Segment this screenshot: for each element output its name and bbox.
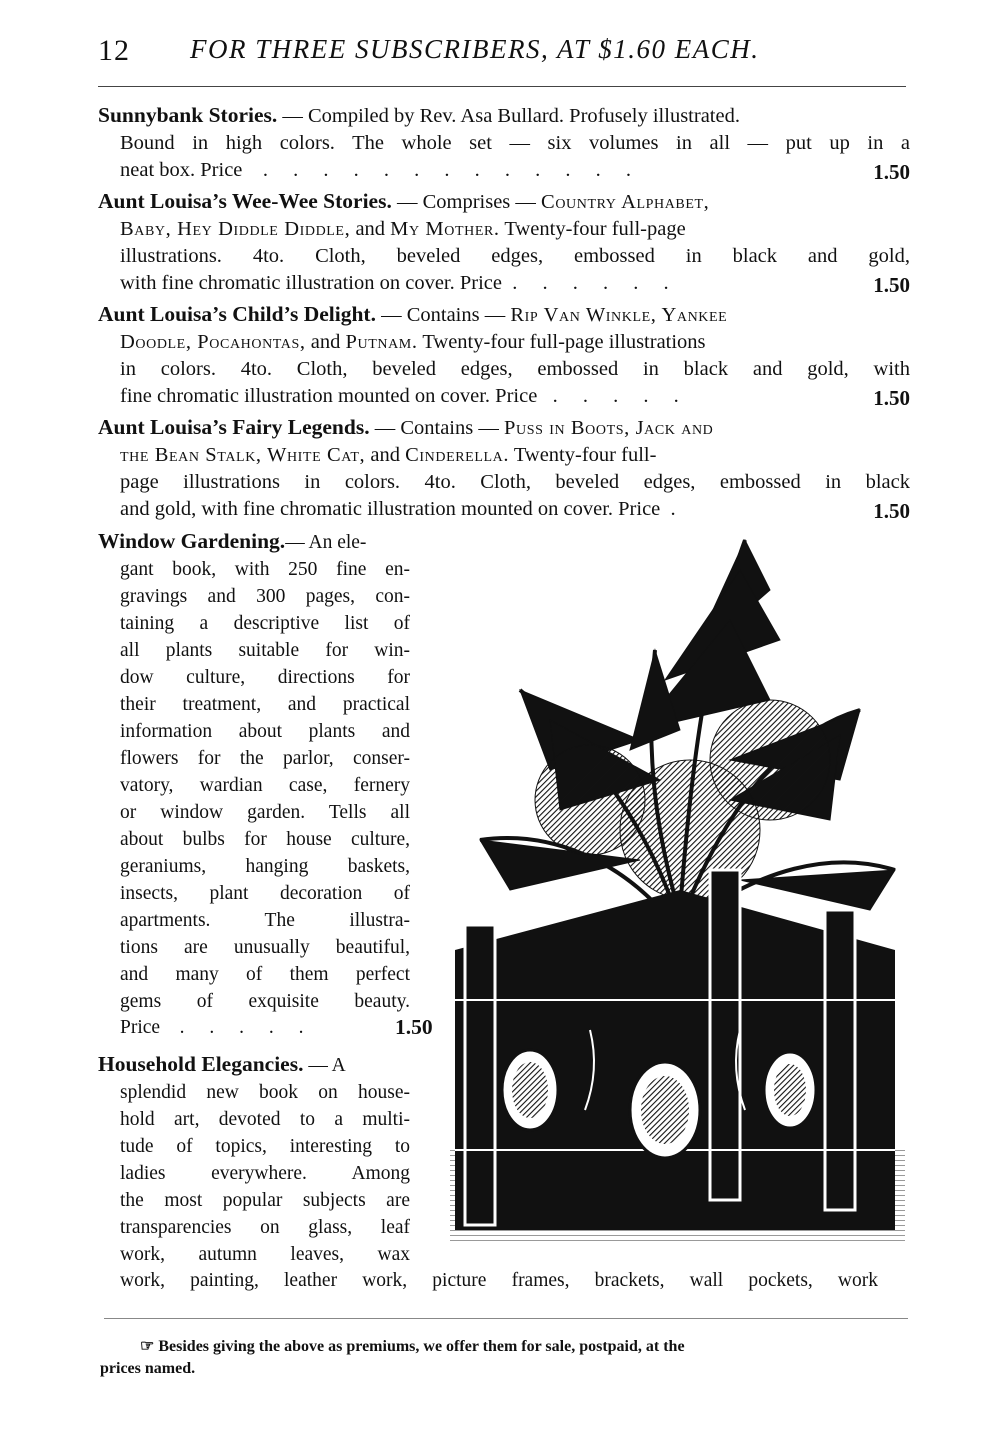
entry-text: — Comprises —: [391, 191, 542, 213]
entry-text: splendid new book on house-: [120, 1082, 410, 1103]
entry-text: Bound in high colors. The whole set — six volumes in all — put up in a: [120, 132, 910, 154]
entry-title: Aunt Louisa’s Child’s Delight.: [98, 302, 376, 326]
entry-text: hold art, devoted to a multi-: [120, 1109, 410, 1130]
entry-contents: Putnam.: [345, 331, 418, 353]
entry-text: the most popular subjects are: [120, 1190, 410, 1211]
entry-price: 1.50: [873, 499, 910, 523]
leader-dots: . . . . .: [179, 1017, 314, 1038]
entry-price: 1.50: [873, 160, 910, 184]
entry-contents: Baby, Hey Diddle Diddle,: [120, 218, 351, 240]
entry-contents: Cinderella.: [405, 444, 510, 466]
entry-text: geraniums, hanging baskets,: [120, 856, 410, 877]
leader-dots: . . . . . . . . . . . . .: [262, 159, 642, 181]
entry-text: about bulbs for house culture,: [120, 829, 410, 850]
entry-title: Household Elegancies.: [98, 1052, 304, 1076]
entry-price: 1.50: [873, 273, 910, 297]
leader-dots: . . . . . .: [512, 272, 679, 294]
entry-price: 1.50: [873, 386, 910, 410]
entry-text: Twenty-four full-: [509, 444, 657, 466]
entry-contents: Puss in Boots, Jack and: [503, 417, 714, 439]
household-last-line: [120, 1267, 878, 1294]
entry-text: fine chromatic illustration mounted on cover. Price: [120, 385, 538, 407]
entry-text: page illustrations in colors. 4to. Cloth, beveled edges, embossed in black: [120, 471, 910, 493]
entry-childs-delight: [98, 301, 910, 410]
entry-text: flowers for the parlor, conser-: [120, 748, 410, 769]
entry-text: tude of topics, interesting to: [120, 1136, 410, 1157]
footnote: [100, 1336, 916, 1380]
entry-text: ladies everywhere. Among: [120, 1163, 410, 1184]
entry-text: — A: [303, 1055, 346, 1076]
entry-contents: Rip Van Winkle, Yankee: [510, 304, 728, 326]
entry-household-elegancies: [98, 1051, 410, 1268]
entry-text: and: [305, 331, 346, 353]
leader-dots: . . . . .: [552, 385, 689, 407]
entry-text: — Compiled by Rev. Asa Bullard. Profusely illustrated.: [277, 105, 740, 127]
entry-text: gravings and 300 pages, con-: [120, 586, 410, 607]
entry-text: or window garden. Tells all: [120, 802, 410, 823]
entry-text: and many of them perfect: [120, 964, 410, 985]
header-rule: [98, 86, 906, 87]
entry-sunnybank-stories: [98, 102, 910, 184]
entry-text: and: [350, 218, 391, 240]
entry-title: Sunnybank Stories.: [98, 103, 278, 127]
entry-contents: the Bean Stalk, White Cat,: [120, 444, 366, 466]
window-gardening-price-line: [120, 1014, 440, 1041]
running-head: FOR THREE SUBSCRIBERS, AT $1.60 EACH.: [190, 34, 760, 64]
entry-price: 1.50: [395, 1015, 433, 1039]
entry-contents: My Mother.: [390, 218, 500, 240]
entry-text: gems of exquisite beauty.: [120, 991, 410, 1012]
page-header: [98, 30, 908, 74]
entry-text: neat box. Price: [120, 159, 243, 181]
palm-engraving: [440, 530, 910, 1265]
entry-title: Aunt Louisa’s Wee-Wee Stories.: [98, 189, 392, 213]
entry-window-gardening: [98, 528, 410, 1015]
footnote-text: prices named.: [100, 1360, 196, 1377]
entry-text: their treatment, and practical: [120, 694, 410, 715]
entry-text: transparencies on glass, leaf: [120, 1217, 410, 1238]
entry-text: — Contains —: [369, 417, 504, 439]
entry-text: work, autumn leaves, wax: [120, 1244, 410, 1265]
entry-text: with fine chromatic illustration on cover. Price: [120, 272, 502, 294]
entry-text: — An ele-: [285, 532, 367, 553]
footer-rule: [104, 1318, 908, 1319]
price-label: Price: [120, 1017, 161, 1038]
entry-text: vatory, wardian case, fernery: [120, 775, 410, 796]
entry-text: Twenty-four full-page: [499, 218, 686, 240]
entry-title: Window Gardening.: [98, 529, 286, 553]
page-number: 12: [98, 34, 130, 67]
entry-text: insects, plant decoration of: [120, 883, 410, 904]
pointing-hand-icon: ☞: [140, 1338, 155, 1355]
entry-text: all plants suitable for win-: [120, 640, 410, 661]
ornate-stand: [455, 870, 895, 1230]
footnote-text: Besides giving the above as premiums, we offer them for sale, postpaid, at the: [158, 1338, 685, 1355]
entry-text: work, painting, leather work, picture frames, brackets, wall pockets, work: [120, 1270, 878, 1291]
entry-text: — Contains —: [375, 304, 511, 326]
entry-title: Aunt Louisa’s Fairy Legends.: [98, 415, 370, 439]
entry-text: illustrations. 4to. Cloth, beveled edges, embossed in black and gold,: [120, 245, 910, 267]
palm-fronds: [480, 540, 895, 920]
leader-dots: .: [670, 498, 686, 520]
entry-text: and gold, with fine chromatic illustration mounted on cover. Price: [120, 498, 661, 520]
entry-text: apartments. The illustra-: [120, 910, 410, 931]
entry-text: dow culture, directions for: [120, 667, 410, 688]
entry-text: information about plants and: [120, 721, 410, 742]
entry-text: gant book, with 250 fine en-: [120, 559, 410, 580]
entry-text: Twenty-four full-page illustrations: [417, 331, 706, 353]
entry-wee-wee-stories: [98, 188, 910, 297]
entry-text: and: [365, 444, 406, 466]
entry-contents: Doodle, Pocahontas,: [120, 331, 306, 353]
entry-text: in colors. 4to. Cloth, beveled edges, embossed in black and gold, with: [120, 358, 910, 380]
entry-fairy-legends: [98, 414, 910, 523]
entry-contents: Country Alphabet,: [541, 191, 710, 213]
entry-text: taining a descriptive list of: [120, 613, 410, 634]
entry-text: tions are unusually beautiful,: [120, 937, 410, 958]
